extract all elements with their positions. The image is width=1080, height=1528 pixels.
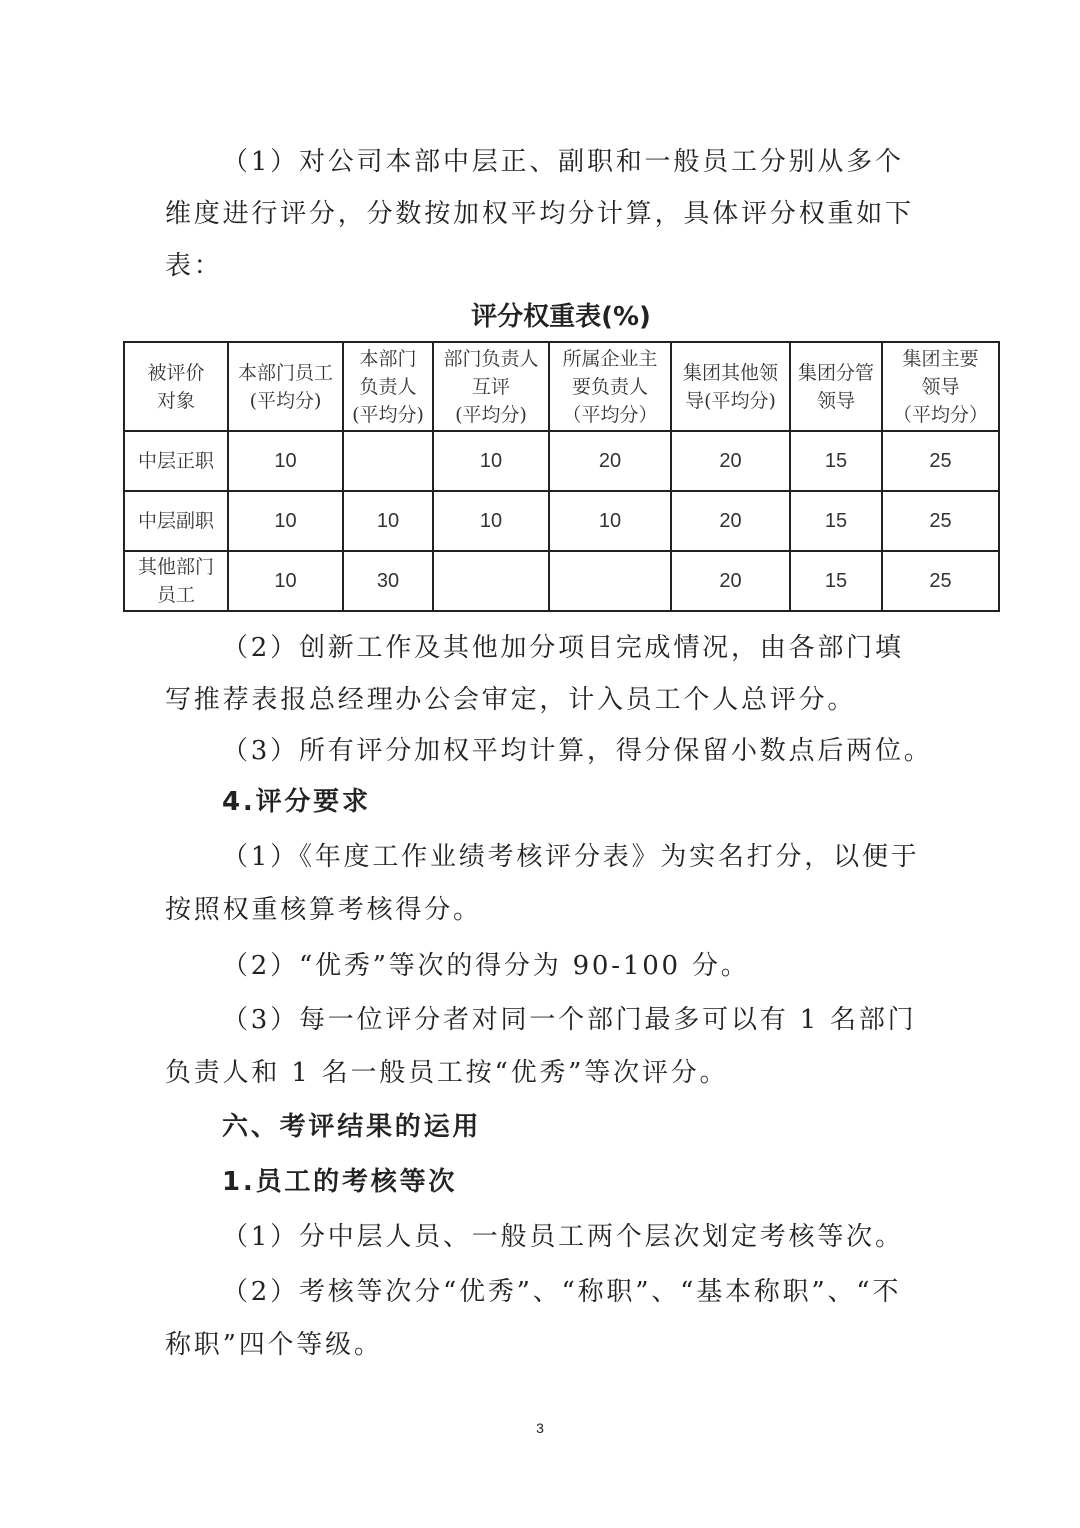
paragraph-line: 负责人和 1 名一般员工按“优秀”等次评分。 (165, 1058, 729, 1088)
row-label: 其他部门 员工 (124, 551, 228, 611)
cell: 20 (671, 431, 790, 491)
section-heading: 4.评分要求 (222, 787, 371, 817)
paragraph-line: （2）创新工作及其他加分项目完成情况，由各部门填 (222, 633, 904, 663)
paragraph-line: （1）对公司本部中层正、副职和一般员工分别从多个 (222, 147, 904, 177)
cell: 25 (882, 551, 999, 611)
paragraph-line: （3）所有评分加权平均计算，得分保留小数点后两位。 (222, 736, 933, 766)
header-cell: 本部门 负责人 (平均分) (343, 342, 433, 431)
header-cell: 集团其他领 导(平均分) (671, 342, 790, 431)
paragraph-line: （2）考核等次分“优秀”、“称职”、“基本称职”、“不 (222, 1277, 902, 1307)
cell: 10 (228, 491, 343, 551)
paragraph-line: （3）每一位评分者对同一个部门最多可以有 1 名部门 (222, 1005, 917, 1035)
header-cell: 部门负责人 互评 (平均分) (433, 342, 549, 431)
header-cell: 本部门员工 (平均分) (228, 342, 343, 431)
cell: 25 (882, 491, 999, 551)
paragraph-line: 写推荐表报总经理办公会审定，计入员工个人总评分。 (165, 685, 857, 715)
paragraph-line: （2）“优秀”等次的得分为 90-100 分。 (222, 951, 750, 981)
header-cell: 被评价 对象 (124, 342, 228, 431)
cell: 20 (671, 551, 790, 611)
table-row (124, 491, 999, 551)
section-heading: 1.员工的考核等次 (222, 1167, 458, 1197)
paragraph-line: 按照权重核算考核得分。 (165, 895, 482, 925)
row-label: 中层副职 (124, 491, 228, 551)
cell: 20 (671, 491, 790, 551)
paragraph-line: 表： (165, 251, 223, 281)
cell: 10 (228, 551, 343, 611)
cell: 10 (433, 491, 549, 551)
table-row (124, 551, 999, 611)
header-cell: 集团分管 领导 (790, 342, 882, 431)
paragraph-line: 称职”四个等级。 (165, 1330, 383, 1360)
table-row (124, 431, 999, 491)
cell (343, 431, 433, 491)
header-cell: 所属企业主 要负责人 （平均分） (549, 342, 671, 431)
cell: 10 (549, 491, 671, 551)
cell (433, 551, 549, 611)
weight-table (123, 341, 1000, 612)
table-title: 评分权重表(%) (471, 302, 651, 332)
header-cell: 集团主要 领导 （平均分） (882, 342, 999, 431)
paragraph-line: （1）分中层人员、一般员工两个层次划定考核等次。 (222, 1222, 904, 1252)
cell: 10 (228, 431, 343, 491)
cell (549, 551, 671, 611)
cell: 15 (790, 551, 882, 611)
cell: 15 (790, 491, 882, 551)
cell: 15 (790, 431, 882, 491)
cell: 20 (549, 431, 671, 491)
section-heading: 六、考评结果的运用 (222, 1112, 482, 1142)
page-number: 3 (536, 1420, 544, 1436)
paragraph-line: 维度进行评分，分数按加权平均分计算，具体评分权重如下 (165, 199, 914, 229)
paragraph-line: （1）《年度工作业绩考核评分表》为实名打分，以便于 (222, 842, 920, 872)
cell: 10 (343, 491, 433, 551)
cell: 25 (882, 431, 999, 491)
row-label: 中层正职 (124, 431, 228, 491)
cell: 30 (343, 551, 433, 611)
cell: 10 (433, 431, 549, 491)
table-header-row (124, 342, 999, 431)
